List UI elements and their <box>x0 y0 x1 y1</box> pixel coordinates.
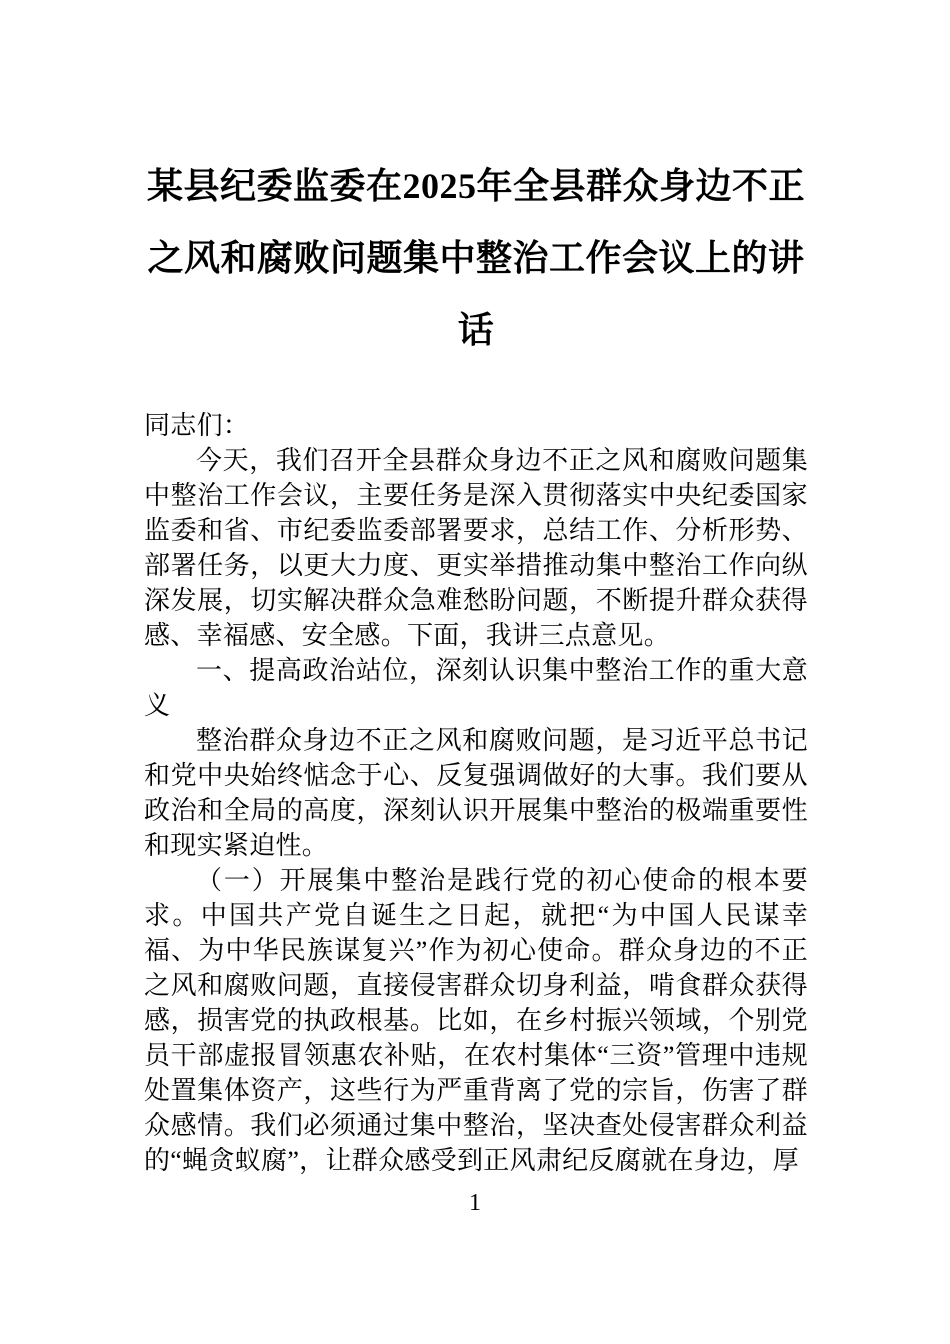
paragraph-intro: 今天，我们召开全县群众身边不正之风和腐败问题集中整治工作会议，主要任务是深入贯彻落实中央纪委国家监委和省、市纪委监委部署要求，总结工作、分析形势、部署任务，以更大力度、更实举措推动集中整治工作向纵深发展，切实解决群众急难愁盼问题，不断提升群众获得感、幸福感、安全感。下面，我讲三点意见。 <box>144 446 808 650</box>
paragraph-body: 整治群众身边不正之风和腐败问题，是习近平总书记和党中央始终惦念于心、反复强调做好的大事。我们要从政治和全局的高度，深刻认识开展集中整治的极端重要性和现实紧迫性。 <box>144 726 808 860</box>
section-heading-1: 一、提高政治站位，深刻认识集中整治工作的重大意义 <box>144 656 808 720</box>
document-title: 某县纪委监委在2025年全县群众身边不正之风和腐败问题集中整治工作会议上的讲话 <box>146 166 805 350</box>
paragraph-body: （一）开展集中整治是践行党的初心使命的根本要求。中国共产党自诞生之日起，就把“为中国人民谋幸福、为中华民族谋复兴”作为初心使命。群众身边的不正之风和腐败问题，直接侵害群众切身利益，啃食群众获得感，损害党的执政根基。比如，在乡村振兴领域，个别党员干部虚报冒领惠农补贴，在农村集体“三资”管理中违规处置集体资产，这些行为严重背离了党的宗旨，伤害了群众感情。我们必须通过集中整治，坚决查处侵害群众利益的“蝇贪蚁腐”，让群众感受到正风肃纪反腐就在身边，厚 <box>144 866 808 1175</box>
page-number: 1 <box>469 1190 481 1216</box>
salutation-line: 同志们： <box>144 411 250 440</box>
document-body <box>144 408 808 1178</box>
